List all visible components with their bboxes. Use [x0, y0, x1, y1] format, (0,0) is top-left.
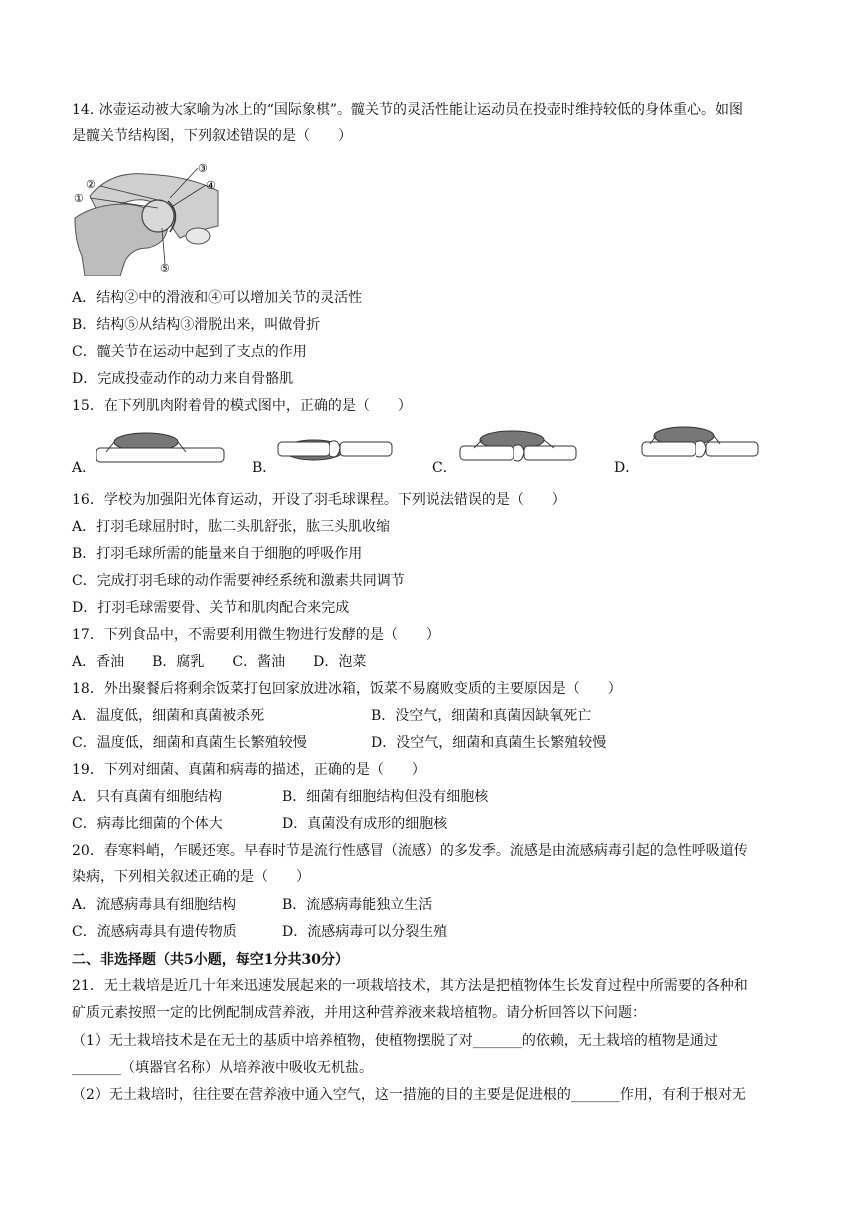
- q21-part2-line1: （2）无土栽培时，往往要在营养液中通入空气，这一措施的目的主要是促进根的_______作用，有利于根对无: [72, 1087, 746, 1103]
- q15-label-b: B．: [252, 460, 277, 476]
- q16-option-c: C．完成打羽毛球的动作需要神经系统和激素共同调节: [72, 573, 405, 589]
- q18-option-a: A．温度低，细菌和真菌被杀死: [72, 708, 265, 724]
- q19-option-c: C．病毒比细菌的个体大: [72, 816, 223, 832]
- q15-label-c: C．: [432, 460, 457, 476]
- q15-label-d: D．: [614, 460, 640, 476]
- q15-stem: 15．在下列肌肉附着骨的模式图中，正确的是（ ）: [72, 398, 412, 414]
- q16-option-d: D．打羽毛球需要骨、关节和肌肉配合来完成: [72, 600, 350, 616]
- q21-stem-line2: 矿质元素按照一定的比例配制成营养液，并用这种营养液来栽培植物。请分析回答以下问题：: [72, 1005, 646, 1021]
- q20-stem-line1: 20．春寒料峭，乍暖还寒。早春时节是流行性感冒（流感）的多发季。流感是由流感病毒引起的急性呼吸道传: [72, 843, 748, 859]
- q16-option-b: B．打羽毛球所需的能量来自于细胞的呼吸作用: [72, 546, 363, 562]
- q14-stem-line1: 14. 冰壶运动被大家喻为冰上的“国际象棋”。髋关节的灵活性能让运动员在投壶时维持较低的身体重心。如图: [72, 102, 744, 118]
- q21-part1-line2: _______（填器官名称）从培养液中吸收无机盐。: [72, 1060, 373, 1076]
- q19-option-b: B．细菌有细胞结构但没有细胞核: [282, 789, 489, 805]
- q14-option-b: B．结构⑤从结构③滑脱出来，叫做骨折: [72, 317, 321, 333]
- q14-stem-line2: 是髋关节结构图，下列叙述错误的是（ ）: [72, 128, 352, 144]
- q19-stem: 19．下列对细菌、真菌和病毒的描述，正确的是（ ）: [72, 762, 426, 778]
- q18-stem: 18．外出聚餐后将剩余饭菜打包回家放进冰箱，饭菜不易腐败变质的主要原因是（ ）: [72, 681, 622, 697]
- q21-stem-line1: 21．无土栽培是近几十年来迅速发展起来的一项栽培技术，其方法是把植物体生长发育过程中所需要的各种和: [72, 978, 748, 994]
- figure-label-2: ②: [86, 178, 96, 191]
- figure-label-4: ④: [206, 179, 216, 192]
- q17-stem: 17．下列食品中，不需要利用微生物进行发酵的是（ ）: [72, 627, 440, 643]
- q16-stem: 16．学校为加强阳光体育运动，开设了羽毛球课程。下列说法错误的是（ ）: [72, 492, 566, 508]
- q20-option-d: D．流感病毒可以分裂生殖: [282, 924, 448, 940]
- figure-label-1: ①: [74, 192, 84, 205]
- q20-stem-line2: 染病，下列相关叙述正确的是（ ）: [72, 869, 310, 885]
- q14-option-d: D．完成投壶动作的动力来自骨骼肌: [72, 371, 294, 387]
- q20-option-a: A．流感病毒具有细胞结构: [72, 897, 237, 913]
- figure-label-3: ③: [198, 162, 208, 175]
- muscle-diagram-b: [276, 428, 394, 472]
- q15-label-a: A．: [72, 460, 97, 476]
- q20-option-b: B．流感病毒能独立生活: [282, 897, 433, 913]
- q14-option-c: C．髋关节在运动中起到了支点的作用: [72, 344, 307, 360]
- q16-option-a: A．打羽毛球屈肘时，肱二头肌舒张，肱三头肌收缩: [72, 519, 391, 535]
- q18-option-c: C．温度低，细菌和真菌生长繁殖较慢: [72, 735, 307, 751]
- hip-joint-figure: [70, 156, 220, 276]
- q17-options: A．香油 B．腐乳 C．酱油 D．泡菜: [72, 654, 367, 670]
- q14-option-a: A．结构②中的滑液和④可以增加关节的灵活性: [72, 290, 363, 306]
- q19-option-d: D．真菌没有成形的细胞核: [282, 816, 448, 832]
- q20-option-c: C．流感病毒具有遗传物质: [72, 924, 237, 940]
- figure-label-5: ⑤: [160, 262, 170, 275]
- q18-option-b: B．没空气，细菌和真菌因缺氧死亡: [371, 708, 592, 724]
- q18-option-d: D．没空气，细菌和真菌生长繁殖较慢: [371, 735, 607, 751]
- muscle-diagram-d: [640, 424, 760, 468]
- muscle-diagram-a: [96, 428, 226, 472]
- muscle-diagram-c: [458, 428, 578, 472]
- q19-option-a: A．只有真菌有细胞结构: [72, 789, 223, 805]
- q21-part1-line1: （1）无土栽培技术是在无土的基质中培养植物，使植物摆脱了对_______的依赖，无土栽培的植物是通过: [72, 1033, 718, 1049]
- section-heading: 二、非选择题（共5小题，每空1分共30分）: [72, 952, 349, 968]
